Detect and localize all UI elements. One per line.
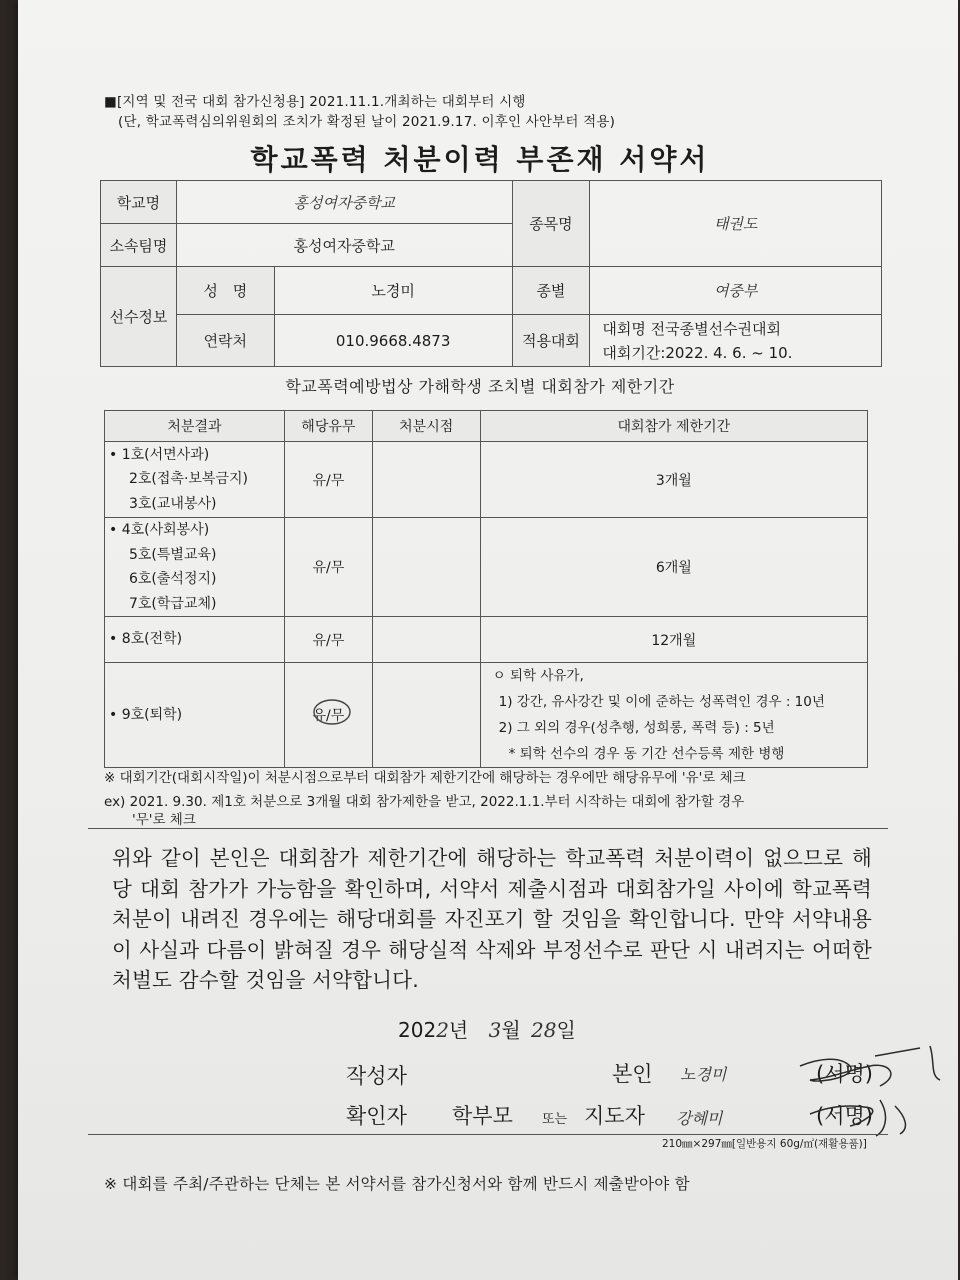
info-table bbox=[100, 180, 882, 367]
check-cell: 유/무 bbox=[284, 518, 372, 617]
date-month-hand: 3 bbox=[488, 1018, 502, 1042]
handwritten-signature bbox=[780, 1036, 960, 1146]
result-cell bbox=[105, 663, 285, 768]
time-cell bbox=[372, 518, 480, 617]
restriction-table bbox=[104, 410, 868, 768]
period-cell: 12개월 bbox=[480, 617, 867, 663]
period-cell: 3개월 bbox=[480, 442, 867, 518]
expulsion-line: ㅇ 퇴학 사유가, bbox=[492, 668, 584, 684]
note-1: ※ 대회기간(대회시작일)이 처분시점으로부터 대회참가 제한기간에 해당하는 경우에만 해당유무에 '유'로 체크 bbox=[104, 770, 746, 786]
writer-label: 작성자 bbox=[346, 1064, 407, 1088]
list-item: 2호(접촉·보복금지) bbox=[129, 471, 248, 488]
time-cell bbox=[372, 617, 480, 663]
restriction-title: 학교폭력예방법상 가해학생 조치별 대회참가 제한기간 bbox=[285, 377, 675, 396]
player-info-label: 선수정보 bbox=[101, 267, 177, 367]
note-3: '무'로 체크 bbox=[132, 812, 196, 828]
coach-label: 지도자 bbox=[584, 1104, 645, 1128]
list-item: 5호(특별교육) bbox=[129, 546, 217, 563]
table-row bbox=[105, 518, 868, 617]
contact-label: 연락처 bbox=[176, 315, 274, 367]
event-cell bbox=[590, 315, 882, 367]
divider bbox=[88, 1134, 888, 1135]
expulsion-line: 1) 강간, 유사강간 및 이에 준하는 성폭력인 경우 : 10년 bbox=[498, 694, 825, 710]
check-cell: 유/무 bbox=[284, 617, 372, 663]
or-label: 또는 bbox=[542, 1112, 568, 1127]
confirmer-label: 확인자 bbox=[346, 1104, 407, 1128]
result-cell bbox=[105, 442, 285, 518]
team-value: 홍성여자중학교 bbox=[176, 224, 512, 267]
list-item: • 8호(전학) bbox=[109, 631, 183, 648]
date-day-hand: 28 bbox=[531, 1018, 557, 1042]
note-2: ex) 2021. 9.30. 제1호 처분으로 3개월 대회 참가제한을 받고, 2022.1.1.부터 시작하는 대회에 참가할 경우 bbox=[104, 794, 745, 810]
table-row bbox=[105, 663, 868, 768]
event-period: 대회기간:2022. 4. 6. ~ 10. bbox=[602, 343, 793, 362]
sport-value: 태권도 bbox=[590, 181, 882, 267]
team-label: 소속팀명 bbox=[101, 224, 177, 267]
school-value: 홍성여자중학교 bbox=[176, 181, 512, 224]
table-row bbox=[105, 617, 868, 663]
category-value: 여중부 bbox=[590, 267, 882, 315]
category-label: 종별 bbox=[512, 267, 590, 315]
result-cell bbox=[105, 617, 285, 663]
list-item: 6호(출석정지) bbox=[129, 571, 217, 587]
sport-label: 종목명 bbox=[512, 181, 590, 267]
list-item: 3호(교내봉사) bbox=[129, 495, 217, 512]
time-cell bbox=[372, 442, 480, 518]
col-header-result: 처분결과 bbox=[105, 411, 285, 442]
list-item: • 4호(사회봉사) bbox=[109, 522, 210, 538]
result-cell bbox=[105, 518, 285, 617]
contact-value: 010.9668.4873 bbox=[274, 315, 512, 367]
event-name: 대회명 전국종별선수권대회 bbox=[602, 319, 782, 338]
self-name: 노경미 bbox=[680, 1065, 727, 1084]
date-year-prefix: 202 bbox=[398, 1018, 437, 1042]
name-value: 노경미 bbox=[274, 267, 512, 315]
divider bbox=[88, 828, 888, 829]
self-label: 본인 bbox=[612, 1062, 653, 1086]
name-label: 성 명 bbox=[176, 267, 274, 315]
date-month-label: 월 bbox=[501, 1018, 521, 1042]
pledge-paragraph: 위와 같이 본인은 대회참가 제한기간에 해당하는 학교폭력 처분이력이 없으므로 해당 대회 참가가 가능함을 확인하며, 서약서 제출시점과 대회참가일 사이에 학교폭력 처분이 내려진 경우에는 해당대회를 자진포기 할 것임을 확인합니다. 만약 서약내용이 사실과 다름이 밝혀질 경우 해당실적 삭제와 부정선수로 판단 시 내려지는 어떠한 처벌도 감수할 것임을 서약합니다. bbox=[112, 846, 872, 992]
date-year-label: 년 bbox=[448, 1018, 469, 1042]
col-header-applicable: 해당유무 bbox=[284, 411, 372, 442]
check-circle-mark bbox=[300, 690, 370, 736]
footer-note: ※ 대회를 주최/주관하는 단체는 본 서약서를 참가신청서와 함께 반드시 제출받아야 함 bbox=[104, 1175, 690, 1193]
col-header-time: 처분시점 bbox=[372, 411, 480, 442]
expulsion-line: 2) 그 외의 경우(성추행, 성희롱, 폭력 등) : 5년 bbox=[498, 720, 775, 736]
event-label: 적용대회 bbox=[512, 315, 590, 367]
header-line-1: ■[지역 및 전국 대회 참가신청용] 2021.11.1.개최하는 대회부터 시행 bbox=[104, 94, 526, 110]
date-day-label: 일 bbox=[556, 1018, 576, 1042]
sign-label-1: (서명) bbox=[816, 1062, 873, 1086]
school-label: 학교명 bbox=[101, 181, 177, 224]
paper-spec-mark: 210㎜×297㎜[일반용지 60g/㎡(재활용품)] bbox=[662, 1138, 867, 1150]
table-row bbox=[105, 442, 868, 518]
date-year-hand: 2 bbox=[436, 1018, 449, 1042]
list-item: • 1호(서면사과) bbox=[109, 446, 210, 463]
document-title: 학교폭력 처분이력 부존재 서약서 bbox=[250, 143, 710, 176]
date-line bbox=[398, 1014, 576, 1043]
time-cell bbox=[372, 663, 480, 768]
period-cell: 6개월 bbox=[480, 518, 867, 617]
parent-label: 학부모 bbox=[452, 1104, 513, 1128]
check-cell: 유/무 bbox=[284, 663, 372, 768]
list-item: 7호(학급교체) bbox=[129, 595, 217, 612]
col-header-period: 대회참가 제한기간 bbox=[480, 411, 867, 442]
list-item: • 9호(퇴학) bbox=[109, 706, 183, 723]
header-line-2: (단, 학교폭력심의위원회의 조치가 확정된 날이 2021.9.17. 이후인 사안부터 적용) bbox=[118, 114, 616, 130]
expulsion-line: * 퇴학 선수의 경우 동 기간 선수등록 제한 병행 bbox=[508, 746, 785, 762]
sign-label-2: (서명) bbox=[816, 1104, 873, 1128]
period-cell bbox=[480, 663, 867, 768]
coach-name: 강혜미 bbox=[676, 1109, 723, 1128]
check-cell: 유/무 bbox=[284, 442, 372, 518]
